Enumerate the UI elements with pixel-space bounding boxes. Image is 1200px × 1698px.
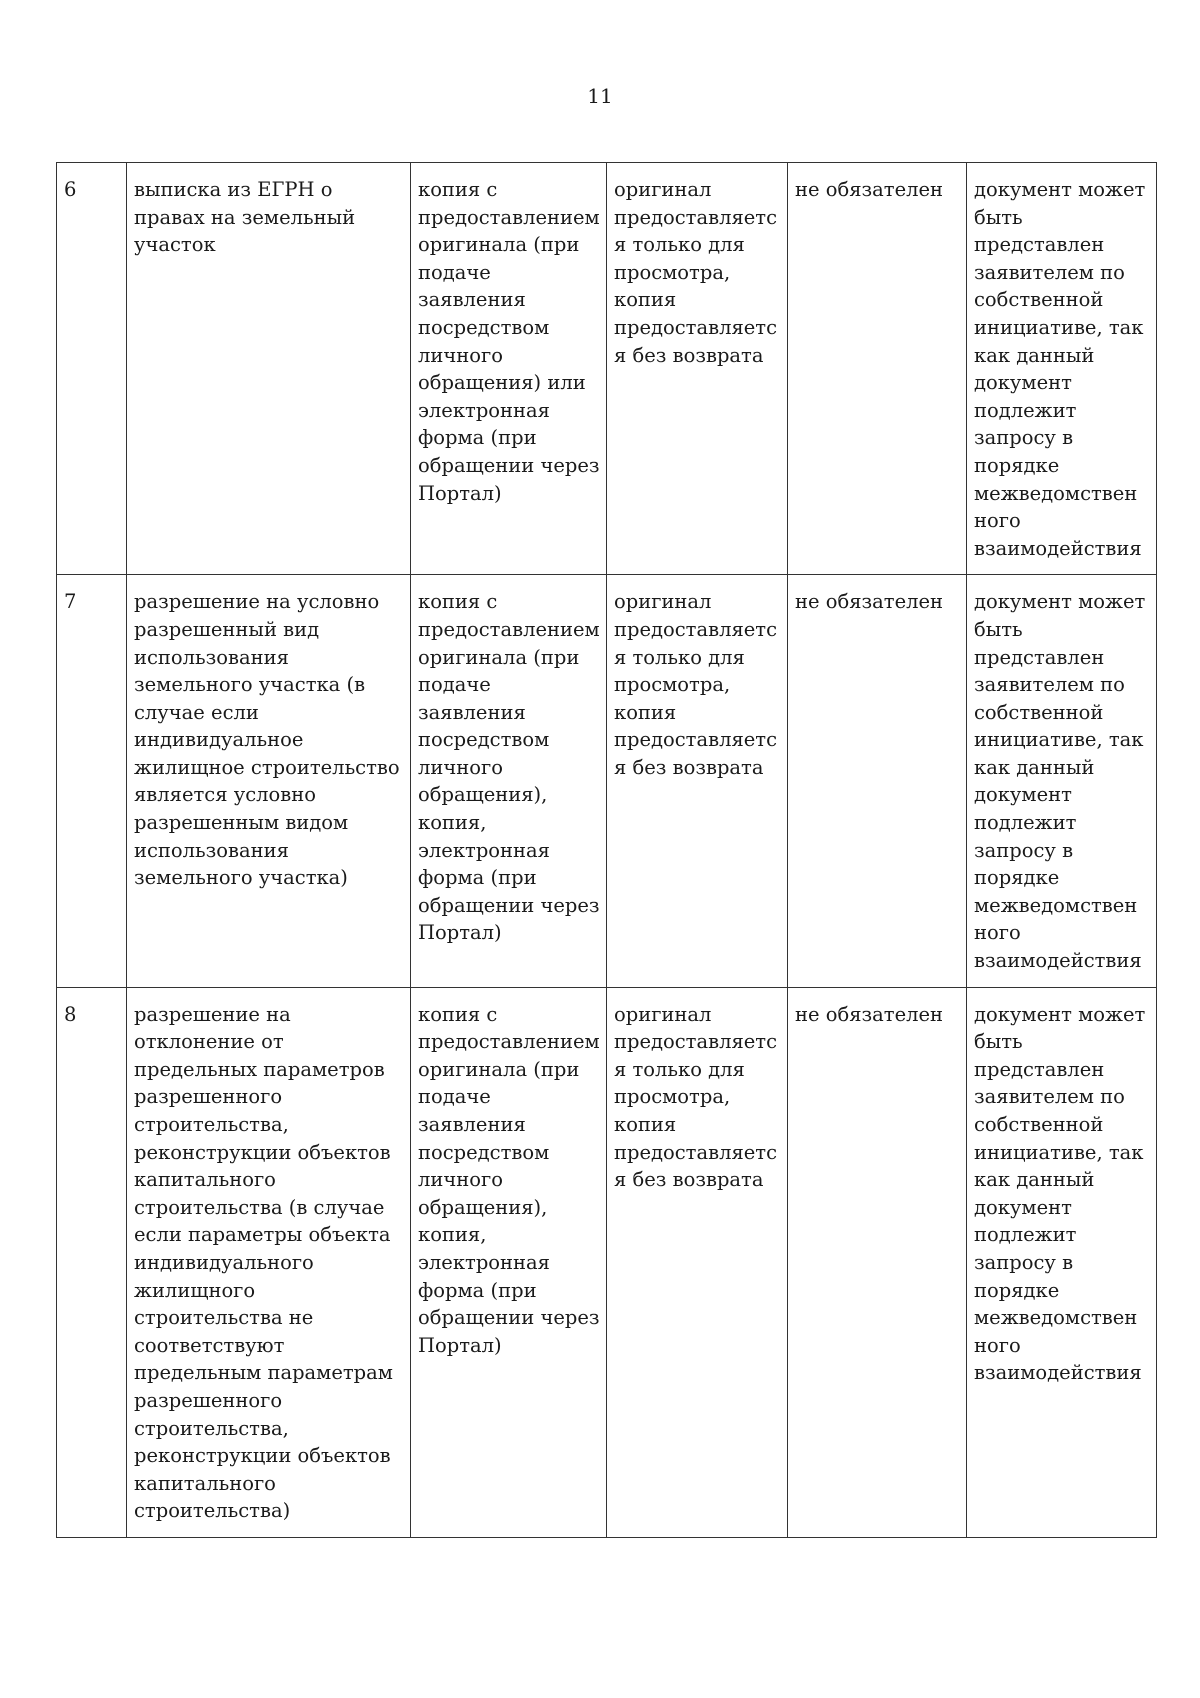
submission-form-cell: копия с предоставлением оригинала (при подаче заявления посредством личного обращения), копия, электронная форма (при обращении через Портал) bbox=[411, 575, 607, 987]
documents-table bbox=[56, 162, 1157, 1538]
row-number-cell: 7 bbox=[57, 575, 127, 987]
table-row bbox=[57, 163, 1157, 575]
note-cell: документ может быть представлен заявителем по собственной инициативе, так как данный документ подлежит запросу в порядке межведомствен ного взаимодействия bbox=[967, 163, 1157, 575]
requirement-cell: не обязателен bbox=[788, 575, 967, 987]
row-number-cell: 6 bbox=[57, 163, 127, 575]
document-name-cell: разрешение на условно разрешенный вид использования земельного участка (в случае если индивидуальное жилищное строительство является условно разрешенным видом использования земельного участка) bbox=[127, 575, 411, 987]
table-row bbox=[57, 575, 1157, 987]
document-name-cell: разрешение на отклонение от предельных параметров разрешенного строительства, реконструкции объектов капитального строительства (в случае если параметры объекта индивидуального жилищного строительства не соответствуют предельным параметрам разрешенного строительства, реконструкции объектов капитального строительства) bbox=[127, 987, 411, 1537]
row-number-cell: 8 bbox=[57, 987, 127, 1537]
note-cell: документ может быть представлен заявителем по собственной инициативе, так как данный документ подлежит запросу в порядке межведомствен ного взаимодействия bbox=[967, 575, 1157, 987]
table-row bbox=[57, 987, 1157, 1537]
requirement-cell: не обязателен bbox=[788, 987, 967, 1537]
document-name-cell: выписка из ЕГРН о правах на земельный участок bbox=[127, 163, 411, 575]
submission-form-cell: копия с предоставлением оригинала (при подаче заявления посредством личного обращения) или электронная форма (при обращении через Портал) bbox=[411, 163, 607, 575]
page-number: 11 bbox=[587, 84, 613, 108]
original-handling-cell: оригинал предоставляетс я только для просмотра, копия предоставляетс я без возврата bbox=[607, 987, 788, 1537]
submission-form-cell: копия с предоставлением оригинала (при подаче заявления посредством личного обращения), копия, электронная форма (при обращении через Портал) bbox=[411, 987, 607, 1537]
original-handling-cell: оригинал предоставляетс я только для просмотра, копия предоставляетс я без возврата bbox=[607, 575, 788, 987]
original-handling-cell: оригинал предоставляетс я только для просмотра, копия предоставляетс я без возврата bbox=[607, 163, 788, 575]
note-cell: документ может быть представлен заявителем по собственной инициативе, так как данный документ подлежит запросу в порядке межведомствен ного взаимодействия bbox=[967, 987, 1157, 1537]
requirement-cell: не обязателен bbox=[788, 163, 967, 575]
